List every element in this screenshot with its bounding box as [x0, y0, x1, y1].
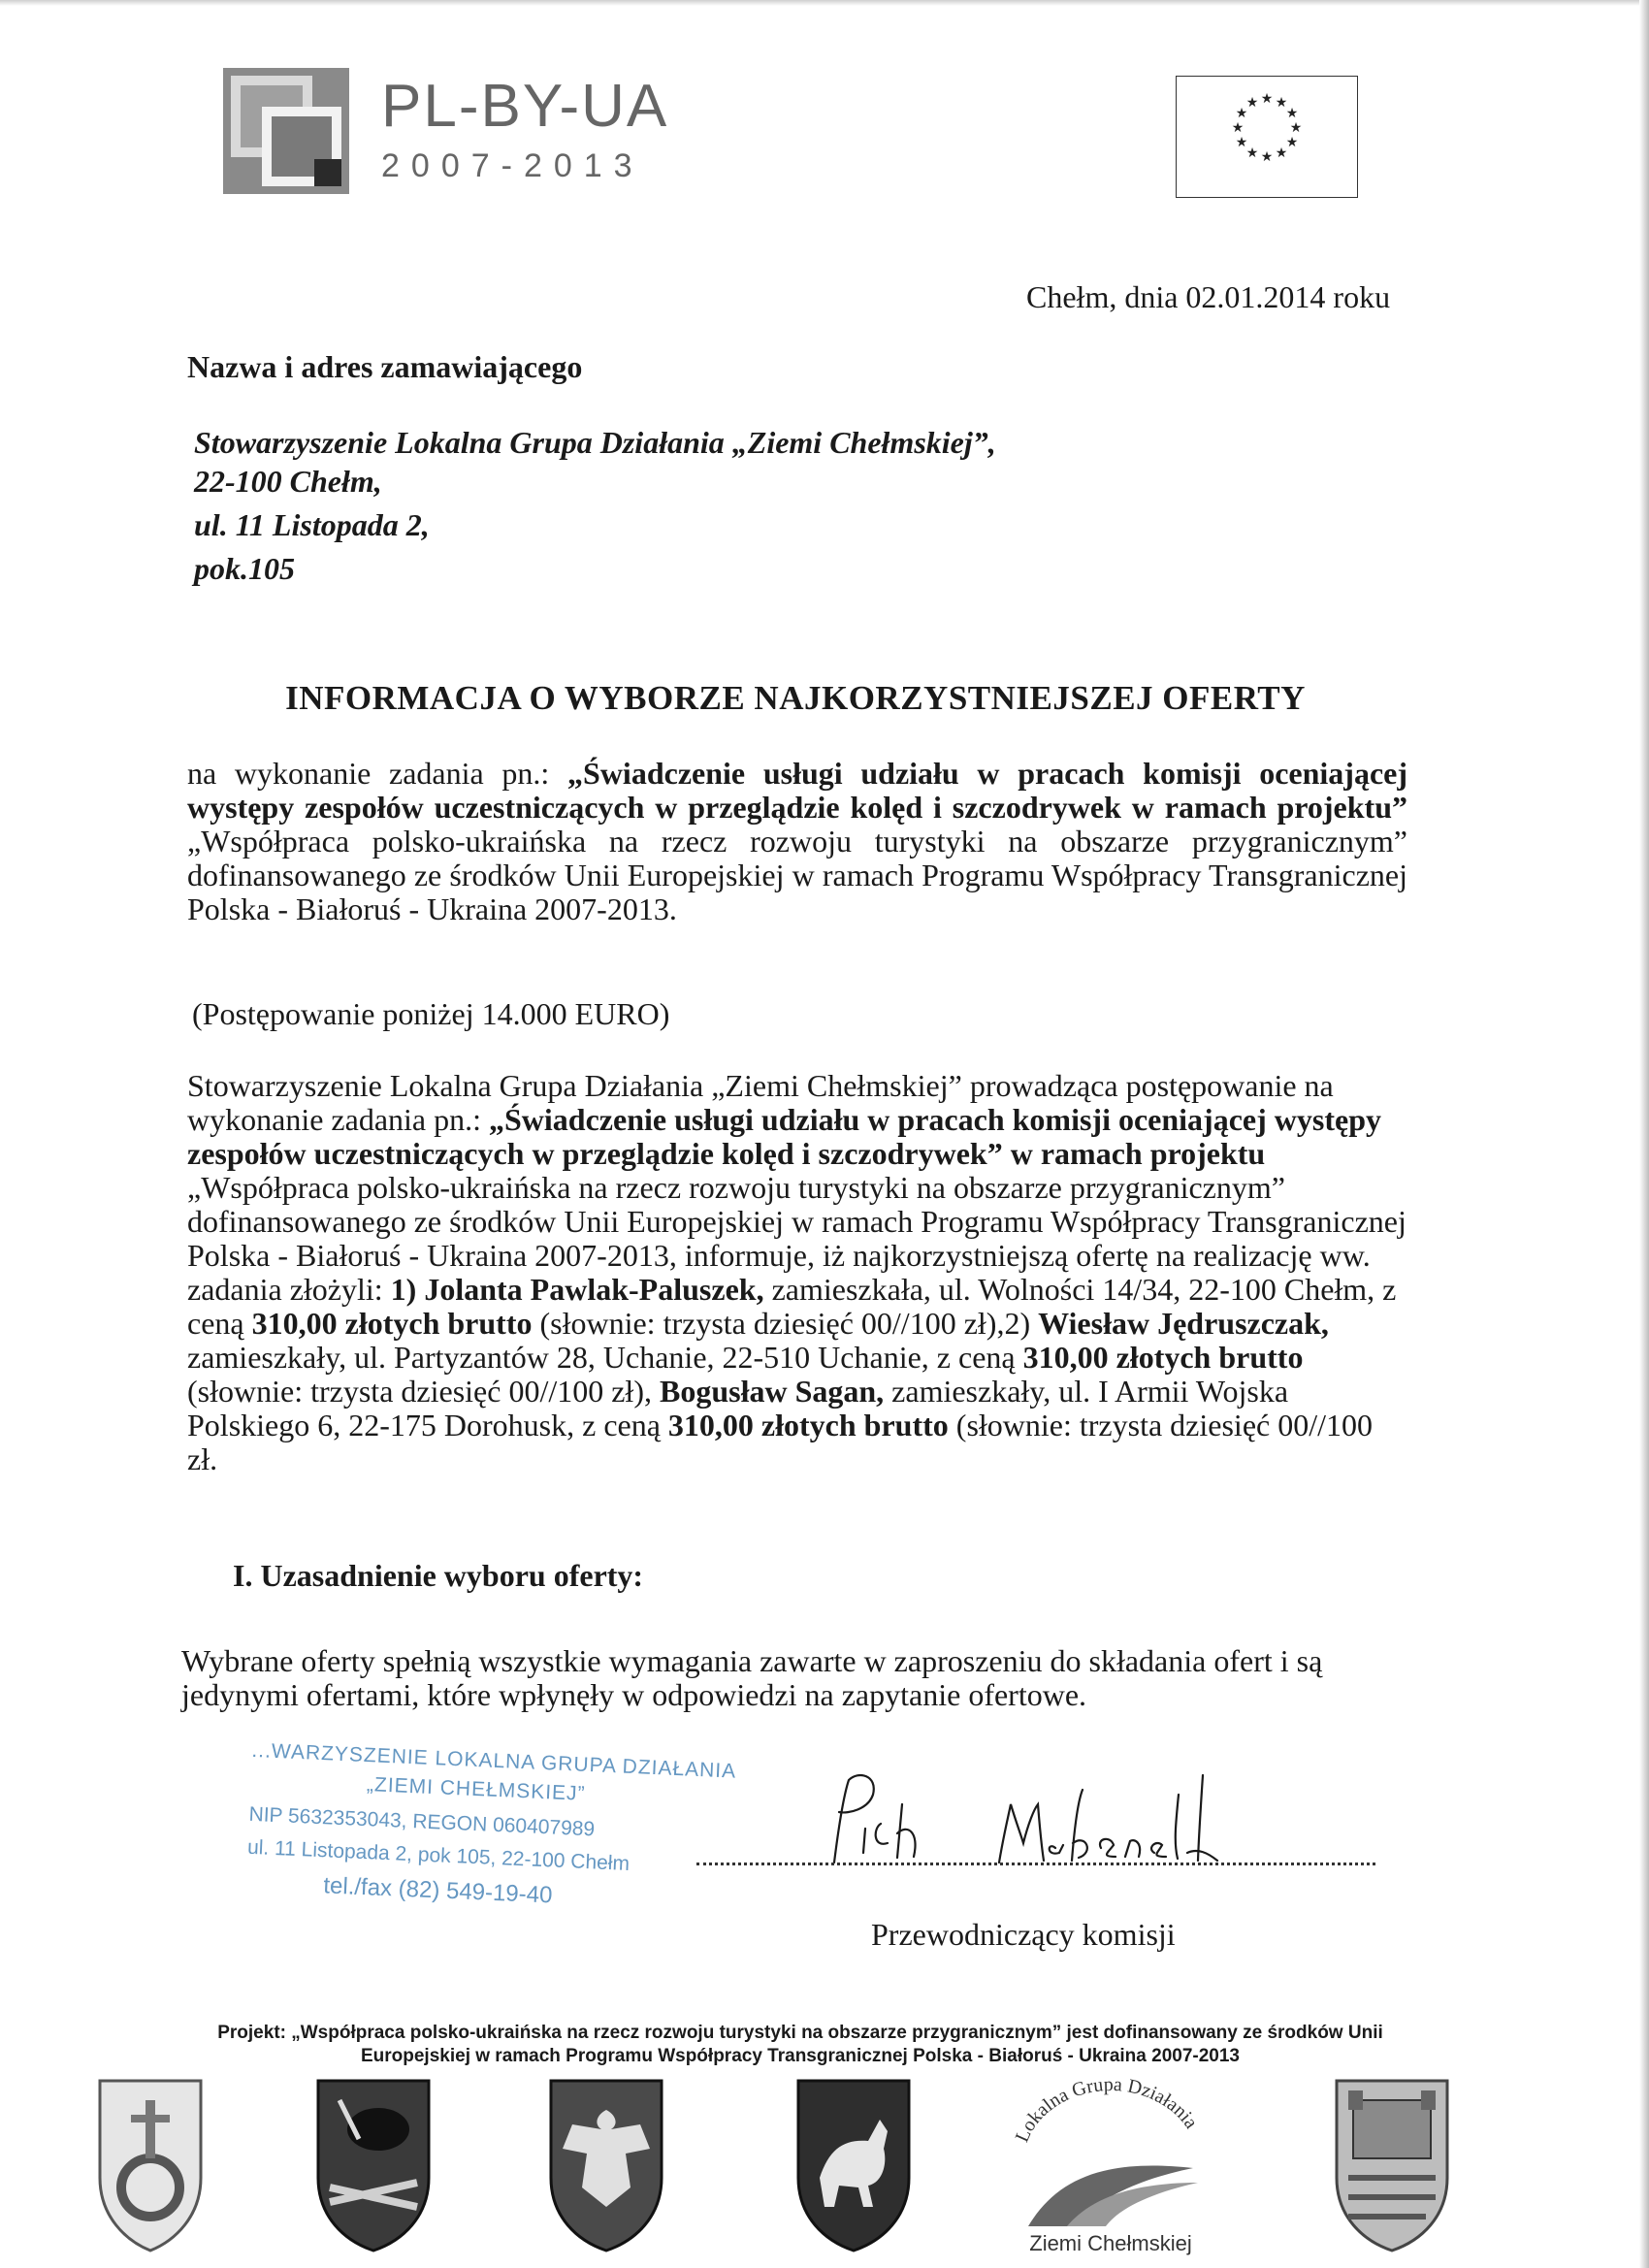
svg-text:★: ★ [1260, 91, 1274, 107]
scan-right-edge [1639, 0, 1649, 2268]
svg-text:★: ★ [1260, 149, 1274, 165]
stamp-line-3: NIP 5632353043, REGON 060407989 [248, 1802, 596, 1841]
orderer-street: ul. 11 Listopada 2, [194, 507, 430, 542]
scan-top-edge [0, 0, 1649, 6]
body-text-1: Stowarzyszenie Lokalna Grupa Działania „Ziemi Chełmskiej” prowadząca postępowanie na wykonanie zadania pn.: [187, 1068, 1334, 1137]
orderer-heading: Nazwa i adres zamawiającego [187, 349, 583, 384]
svg-text:★: ★ [1235, 106, 1248, 121]
coat-of-arms-eagle-icon [543, 2071, 669, 2255]
signatory-title: Przewodniczący komisji [871, 1917, 1176, 1952]
offer-3-price: 310,00 złotych brutto [667, 1408, 949, 1442]
lgd-logo-name: Ziemi Chełmskiej [1029, 2231, 1192, 2255]
signature-dotted-line [696, 1853, 1375, 1865]
section-1-text: Wybrane oferty spełnią wszystkie wymagania zawarte w zaproszeniu do składania ofert i są jedynymi ofertami, które wpłynęły w odpowiedzi na zapytanie ofertowe. [181, 1643, 1323, 1712]
offer-1-address: zamieszkała, ul. Wolności 14/34, 22-100 Chełm, z ceną [187, 1272, 1397, 1341]
organization-stamp [233, 1738, 737, 1909]
svg-text:★: ★ [1275, 95, 1288, 111]
offer-2-words: (słownie: trzysta dziesięć 00//100 zł), [187, 1374, 660, 1409]
intro-task-name: „Świadczenie usługi udziału w pracach komisji oceniającej występy zespołów uczestniczących w przeglądzie kolęd i szczodrywek w ramach projektu” [187, 756, 1407, 825]
pl-by-ua-logo-icon [223, 68, 349, 194]
offer-1-price: 310,00 złotych brutto [251, 1306, 533, 1341]
stamp-line-1: ...WARZYSZENIE LOKALNA GRUPA DZIAŁANIA [250, 1738, 737, 1783]
offer-2-address: zamieszkały, ul. Partyzantów 28, Uchanie, 22-510 Uchanie, z ceną [187, 1340, 1023, 1375]
svg-text:★: ★ [1275, 146, 1288, 161]
intro-text-1: na wykonanie zadania pn.: [187, 756, 568, 791]
coat-of-arms-horse-icon [791, 2071, 917, 2255]
coat-of-arms-horseshoe-icon [92, 2071, 209, 2255]
coat-of-arms-castle-icon [1329, 2071, 1455, 2255]
body-text-2: „Współpraca polsko-ukraińska na rzecz rozwoju turystyki na obszarze przygranicznym” dofinansowanego ze środków Unii Europejskiej w ramach Programu Współpracy Transgranicznej Polska - Białoruś - Ukraina 2007-2013, informuje, iż najkorzystniejszą ofertę na realizację ww. zadania złożyli: [187, 1170, 1406, 1307]
offer-2-name: Wiesław Jędruszczak, [1038, 1306, 1329, 1341]
logo-years: 2007-2013 [381, 147, 644, 184]
document-title: INFORMACJA O WYBORZE NAJKORZYSTNIEJSZEJ OFERTY [285, 679, 1306, 717]
offer-1-name: 1) Jolanta Pawlak-Paluszek, [390, 1272, 764, 1307]
section-1-heading: I. Uzasadnienie wyboru oferty: [233, 1558, 644, 1593]
project-footer-note: Projekt: „Współpraca polsko-ukraińska na rzecz rozwoju turystyki na obszarze przygranicznym” jest dofinansowany ze środków Unii Europejskiej w ramach Programu Współpracy Transgranicznej Polska - Białoruś - Ukraina 2007-2013 [217, 2023, 1383, 2066]
svg-text:★: ★ [1245, 95, 1259, 111]
eu-flag-icon [1176, 76, 1358, 198]
intro-text-2: „Współpraca polsko-ukraińska na rzecz rozwoju turystyki na obszarze przygranicznym” dofinansowanego ze środków Unii Europejskiej w ramach Programu Współpracy Transgranicznej Polska - Białoruś - Ukraina 2007-2013. [187, 824, 1407, 926]
svg-text:★: ★ [1285, 135, 1299, 150]
svg-text:★: ★ [1231, 120, 1245, 136]
offer-1-words: (słownie: trzysta dziesięć 00//100 zł),2) [532, 1306, 1039, 1341]
coat-of-arms-bear-icon [310, 2071, 436, 2255]
body-paragraph [187, 1069, 1407, 1476]
orderer-city: 22-100 Chełm, [194, 464, 382, 499]
lgd-ziemi-chelmskiej-logo [999, 2071, 1222, 2255]
stamp-line-5: tel./fax (82) 549-19-40 [322, 1872, 553, 1909]
procedure-note: (Postępowanie poniżej 14.000 EURO) [192, 996, 670, 1031]
offer-3-address: zamieszkały, ul. I Armii Wojska Polskiego 6, 22-175 Dorohusk, z ceną [187, 1374, 1289, 1442]
svg-text:★: ★ [1285, 106, 1299, 121]
offer-3-words: (słownie: trzysta dziesięć 00//100 zł. [187, 1408, 1373, 1476]
orderer-room: pok.105 [194, 551, 295, 586]
stamp-line-2: „ZIEMI CHEŁMSKIEJ” [366, 1773, 587, 1805]
svg-text:★: ★ [1245, 146, 1259, 161]
offer-3-name: Bogusław Sagan, [659, 1374, 885, 1409]
svg-text:★: ★ [1235, 135, 1248, 150]
place-date: Chełm, dnia 02.01.2014 roku [1026, 279, 1391, 314]
svg-text:★: ★ [1289, 120, 1303, 136]
logo-title: PL-BY-UA [381, 73, 669, 140]
body-task-name: „Świadczenie usługi udziału w pracach komisji oceniającej występy zespołów uczestniczących w przeglądzie kolęd i szczodrywek” w ramach projektu [187, 1102, 1381, 1171]
stamp-line-4: ul. 11 Listopada 2, pok 105, 22-100 Chełm [246, 1835, 630, 1875]
offer-2-price: 310,00 złotych brutto [1022, 1340, 1304, 1375]
intro-paragraph [187, 757, 1407, 926]
orderer-name: Stowarzyszenie Lokalna Grupa Działania „Ziemi Chełmskiej”, [194, 425, 996, 460]
lgd-logo-arc-text: Lokalna Grupa Działania [1011, 2073, 1202, 2146]
